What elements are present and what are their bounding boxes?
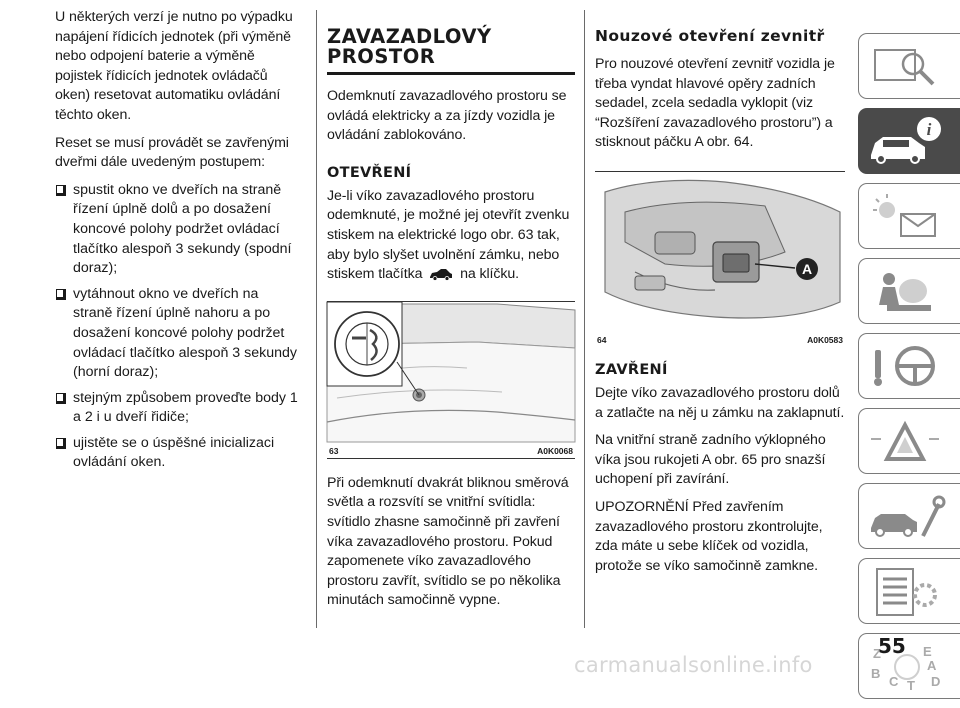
- car-service-wrench-icon: [867, 490, 947, 544]
- checkbox-bullet-icon: [56, 393, 66, 404]
- tab-dashboard[interactable]: [858, 33, 960, 99]
- list-item: [55, 389, 300, 428]
- svg-text:T: T: [907, 678, 915, 693]
- tab-maintenance[interactable]: [858, 483, 960, 549]
- list-item: [55, 434, 300, 473]
- figure-callout-a: A: [801, 260, 813, 277]
- column-divider-right: [584, 10, 585, 628]
- figure-number: 63: [329, 445, 339, 456]
- column-left: [55, 8, 300, 479]
- svg-text:D: D: [931, 674, 941, 689]
- list-item-text: spustit okno ve dveřích na straně řízení úplně dolů a po dosažení koncové polohy podržet ovládací tlačítko alespoň 3 sekundy (spodní doraz);: [73, 181, 292, 277]
- airbag-safety-icon: [867, 265, 947, 319]
- tab-safety[interactable]: [858, 258, 960, 324]
- handles-paragraph: Na vnitřní straně zadního výklopného víka jsou rukojeti A obr. 65 pro snazší uchopení při zavírání.: [595, 432, 826, 488]
- reset-procedure-paragraph: Reset se musí provádět se zavřenými dveřmi dále uvedeným postupem:: [55, 134, 289, 171]
- reset-steps-list: [55, 181, 300, 473]
- figure-code: A0K0068: [537, 445, 573, 456]
- dashboard-search-icon: [867, 40, 947, 94]
- svg-text:A: A: [927, 658, 937, 673]
- trunk-intro-paragraph: Odemknutí zavazadlového prostoru se ovládá elektricky a za jízdy vozidla je ovládání zablokováno.: [327, 88, 567, 144]
- tab-index[interactable]: [858, 633, 960, 699]
- svg-text:B: B: [871, 666, 881, 681]
- open-text: Je-li víko zavazadlového prostoru odemknuté, je možné jej otevřít zvenku stiskem na elektrické logo obr. 63 tak, aby bylo slyšet uvolnění zámku, nebo stiskem tlačítka: [327, 187, 570, 283]
- checkbox-bullet-icon: [56, 185, 66, 196]
- tab-warning-lights[interactable]: [858, 183, 960, 249]
- subheading-open: OTEVŘENÍ: [327, 164, 412, 181]
- open-paragraph: [327, 187, 575, 285]
- figure-number: 64: [597, 334, 607, 345]
- svg-text:Z: Z: [873, 646, 881, 661]
- emergency-open-heading: Nouzové otevření zevnitř: [595, 27, 825, 45]
- trunk-key-button-icon: [428, 267, 454, 281]
- list-item-text: vytáhnout okno ve dveřích na straně řízení úplně nahoru a po dosažení koncové polohy podržet ovládací tlačítko alespoň 3 sekundy (horní doraz);: [73, 285, 297, 381]
- open-text-end: na klíčku.: [460, 266, 519, 283]
- tab-technical-data[interactable]: [858, 558, 960, 624]
- figure-64: [595, 171, 845, 348]
- steering-wheel-key-icon: [867, 340, 947, 394]
- car-info-icon: [867, 115, 947, 169]
- checkbox-bullet-icon: [56, 438, 66, 449]
- figure-code: A0K0583: [807, 334, 843, 345]
- checkbox-bullet-icon: [56, 289, 66, 300]
- list-item: [55, 285, 300, 383]
- warning-light-message-icon: [867, 190, 947, 244]
- svg-text:E: E: [923, 644, 932, 659]
- chapter-tabs-sidebar: [858, 33, 960, 708]
- watermark: carmanualsonline.info: [574, 653, 813, 677]
- column-right: [595, 8, 845, 584]
- warning-paragraph: UPOZORNĚNÍ Před zavřením zavazadlového prostoru zkontrolujte, zda máte u sebe klíček od vozidla, protože se víko samočinně zamkne.: [595, 498, 823, 574]
- warning-triangle-icon: [867, 415, 947, 469]
- list-item-text: ujistěte se o úspěšné inicializaci ovládání oken.: [73, 434, 275, 471]
- list-item: [55, 181, 300, 279]
- tab-emergency[interactable]: [858, 408, 960, 474]
- column-divider-left: [316, 10, 317, 628]
- tab-driving[interactable]: [858, 333, 960, 399]
- list-item-text: stejným způsobem proveďte body 1 a 2 i u dveří řidiče;: [73, 389, 298, 426]
- svg-text:C: C: [889, 674, 899, 689]
- page-number: 55: [878, 634, 906, 658]
- close-paragraph: Dejte víko zavazadlového prostoru dolů a zatlačte na něj u zámku na zaklapnutí.: [595, 384, 845, 421]
- emergency-open-paragraph: Pro nouzové otevření zevnitř vozidla je třeba vyndat hlavové opěry zadních sedadel, zcela sedadla vyklopit (viz “Rozšíření zavazadlového prostoru”) a stisknout páčku A obr. 64.: [595, 56, 835, 151]
- svg-text:i: i: [926, 120, 932, 139]
- figure-63: [327, 301, 575, 459]
- technical-data-list-icon: [867, 565, 947, 619]
- reset-intro-paragraph: U některých verzí je nutno po výpadku napájení řídicích jednotek (při výměně nebo odpojení baterie a výměně pojistek řídicích jednotek ovládačů oken) resetovat automatiku ovládání těchto oken.: [55, 9, 293, 123]
- emergency-lever-illustration: [595, 172, 845, 349]
- trunk-lid-illustration: [327, 302, 575, 460]
- column-middle: [327, 8, 575, 619]
- section-heading: ZAVAZADLOVÝ PROSTOR: [327, 27, 575, 75]
- tab-car-info[interactable]: [858, 108, 960, 174]
- subheading-close: ZAVŘENÍ: [595, 361, 668, 378]
- unlock-lights-paragraph: Při odemknutí dvakrát bliknou směrová světla a rozsvítí se vnitřní svítidla: svítidlo zhasne samočinně při zavření víka zavazadlového prostoru. Pokud zapomenete víko zavazadlového prostoru zavřít, svítidlo se po několika minutách samočinně vypne.: [327, 474, 569, 609]
